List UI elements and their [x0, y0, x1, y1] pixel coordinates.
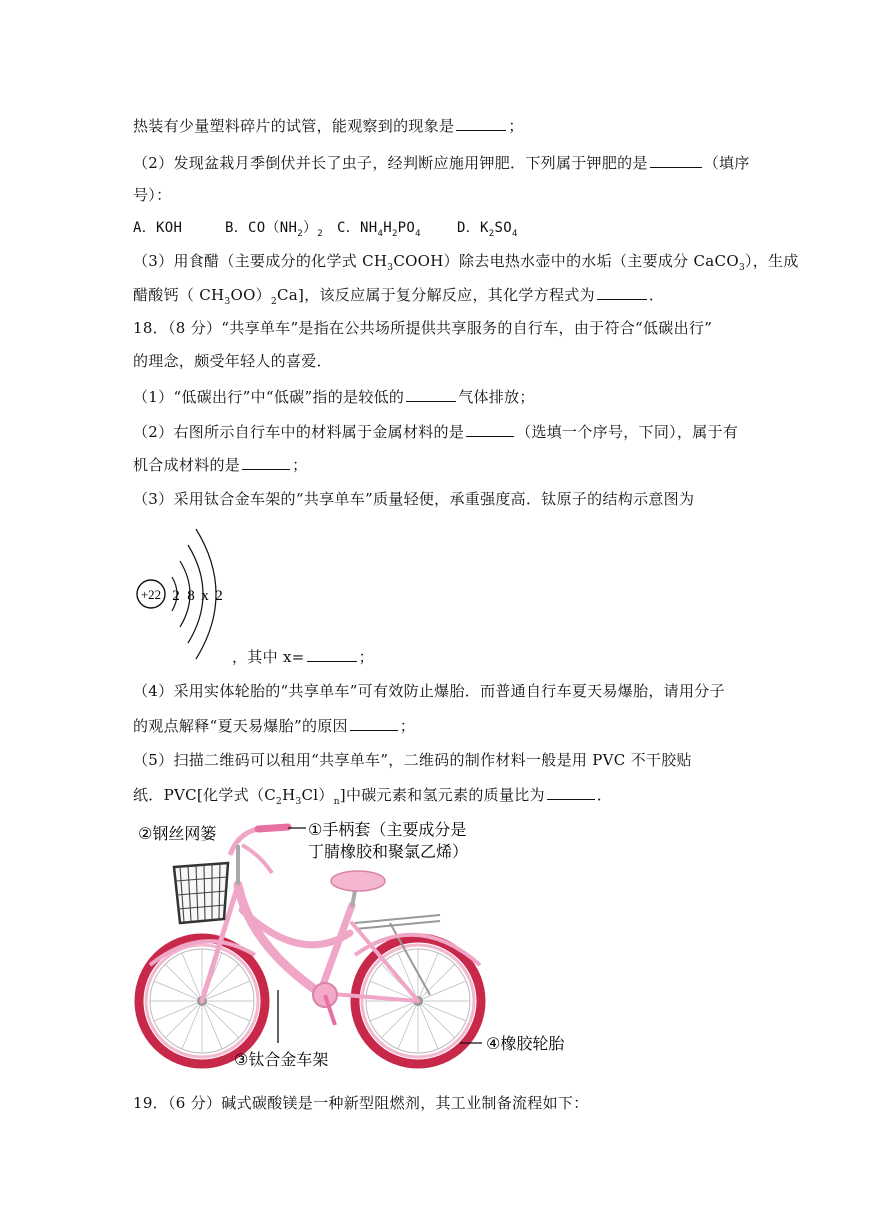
label-steel-basket: ②钢丝网篓 [138, 824, 217, 843]
q17-part2-cont-text: 号）： [133, 186, 172, 204]
q18-heading-cont: 的理念，颇受年轻人的喜爱． [133, 352, 332, 370]
handle-grip [258, 827, 288, 829]
q18-part2: （2）右图所示自行车中的材料属于金属材料的是 （选填一个序号，下同），属于有 [133, 423, 739, 441]
answer-blank[interactable] [406, 386, 456, 402]
q18-part1: （1）“低碳出行”中“低碳”指的是较低的 气体排放； [133, 388, 535, 406]
answer-blank[interactable] [466, 421, 514, 437]
option-c: C．$NH_4H_2PO_4$ [337, 220, 421, 239]
option-b: B．$CO(NH_2)_2$ [225, 220, 323, 239]
label-handle-grip-2: 丁腈橡胶和聚氯乙烯） [308, 842, 469, 861]
bicycle-figure [130, 815, 590, 1077]
answer-blank[interactable] [650, 152, 702, 168]
wire-basket [174, 863, 228, 923]
q17-part2-cont [133, 185, 739, 205]
shell-1-count: 2 [172, 588, 180, 604]
q17-line1 [133, 115, 739, 136]
q17-part2 [133, 152, 750, 173]
nucleus-charge: +22 [140, 587, 162, 602]
titanium-atom-diagram [130, 525, 250, 665]
option-a: A．KOH [133, 220, 183, 236]
answer-blank[interactable] [456, 115, 506, 131]
option-d: D．$K_2SO_4$ [457, 220, 518, 239]
q18-part4: （4）采用实体轮胎的“共享单车”可有效防止爆胎．而普通自行车夏天易爆胎，请用分子 [133, 682, 725, 700]
q18-part4-cont: 的观点解释“夏天易爆胎”的原因 ； [133, 717, 416, 735]
q18-part5: （5）扫描二维码可以租用“共享单车”，二维码的制作材料一般是用 PVC 不干胶贴 [133, 751, 692, 769]
q19-heading [133, 1093, 739, 1113]
q18-part3: （3）采用钛合金车架的“共享单车”质量轻便，承重强度高．钛原子的结构示意图为 [133, 490, 695, 508]
q17-options [133, 218, 739, 238]
label-rubber-tire: ④橡胶轮胎 [486, 1034, 565, 1053]
q18-part2-cont: 机合成材料的是 ； [133, 456, 308, 474]
answer-blank[interactable] [350, 715, 398, 731]
q18-heading [133, 318, 739, 338]
shell-4-count: 2 [215, 588, 223, 604]
label-titanium-frame: ③钛合金车架 [234, 1050, 329, 1069]
q18-part5-cont: 纸．PVC[化学式$(C_2H_3Cl)_n$]中碳元素和氢元素的质量比为 ． [133, 786, 613, 807]
q17-line1-end: ； [508, 117, 524, 135]
shell-2-count: 8 [187, 588, 195, 604]
q17-line1-text: 热装有少量塑料碎片的试管，能观察到的现象是 [133, 117, 455, 135]
q17-part2-text: （2）发现盆栽月季倒伏并长了虫子，经判断应施用钾肥．下列属于钾肥的是 [133, 154, 648, 172]
q18-heading-text: 18．（8 分）“共享单车”是指在公共场所提供共享服务的自行车，由于符合“低碳出行” [133, 319, 713, 337]
shell-3-count: x [201, 588, 209, 604]
answer-blank[interactable] [597, 284, 647, 300]
q19-heading-text: 19．（6 分）碱式碳酸镁是一种新型阻燃剂，其工业制备流程如下： [133, 1094, 589, 1112]
answer-blank[interactable] [307, 646, 357, 662]
answer-blank[interactable] [242, 454, 290, 470]
q17-part2-end: （填序 [703, 154, 750, 172]
saddle [331, 871, 385, 891]
label-handle-grip-1: ①手柄套（主要成分是 [308, 820, 467, 839]
q17-part3: （3）用食醋（主要成分的化学式 $CH_3COOH$）除去电热水壶中的水垢（主要成分 CaCO$_3$），生成 [133, 252, 799, 273]
q18-x-answer: ，其中 x= ； [232, 648, 374, 666]
rear-rack [355, 915, 440, 995]
q17-part3-cont: 醋酸钙（ $CH_3OO)_2Ca$]，该反应属于复分解反应，其化学方程式为 ． [133, 286, 665, 307]
answer-blank[interactable] [547, 784, 595, 800]
